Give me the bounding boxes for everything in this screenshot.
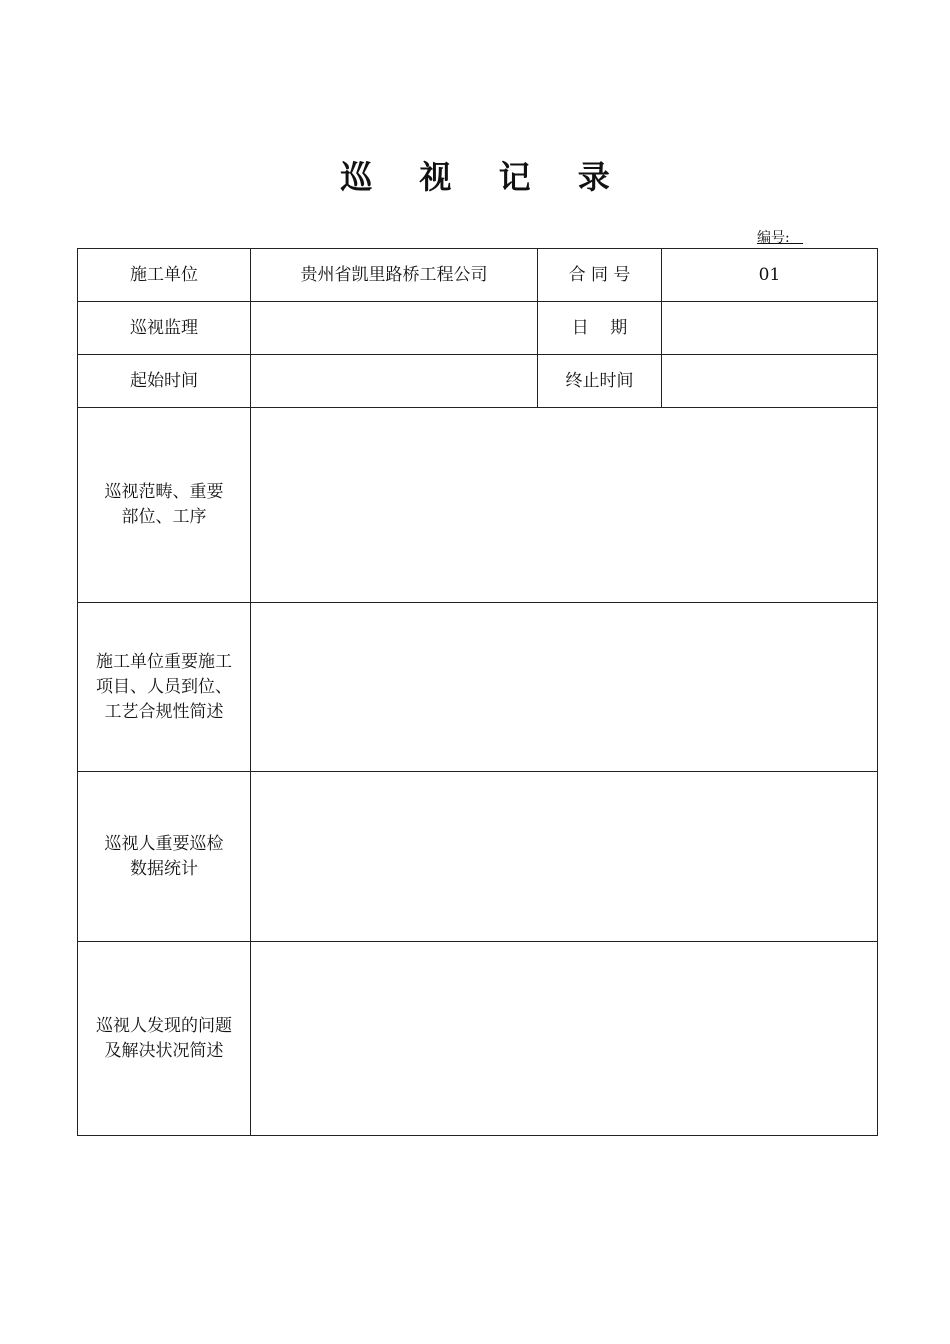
value-supervisor[interactable]: [251, 302, 538, 355]
value-inspection[interactable]: [251, 772, 878, 942]
label-end-time: 终止时间: [538, 355, 662, 408]
value-issues[interactable]: [251, 942, 878, 1136]
label-construction: 施工单位重要施工 项目、人员到位、 工艺合规性简述: [78, 603, 251, 772]
row-issues: [78, 942, 878, 1136]
row-contractor: [78, 249, 878, 302]
label-scope: 巡视范畴、重要 部位、工序: [78, 408, 251, 603]
row-scope: [78, 408, 878, 603]
inspection-record-form: [77, 248, 878, 1136]
row-inspection: [78, 772, 878, 942]
value-end-time[interactable]: [662, 355, 878, 408]
label-supervisor: 巡视监理: [78, 302, 251, 355]
value-date[interactable]: [662, 302, 878, 355]
value-scope[interactable]: [251, 408, 878, 603]
document-number-label: 编号:: [757, 230, 804, 246]
value-contractor[interactable]: 贵州省凯里路桥工程公司: [251, 249, 538, 302]
value-construction[interactable]: [251, 603, 878, 772]
document-title: 巡 视 记 录: [340, 158, 628, 196]
row-time: [78, 355, 878, 408]
row-construction: [78, 603, 878, 772]
label-date: 日 期: [538, 302, 662, 355]
row-supervisor: [78, 302, 878, 355]
label-contract-number: 合 同 号: [538, 249, 662, 302]
value-contract-number[interactable]: 01: [662, 249, 878, 302]
label-issues: 巡视人发现的问题 及解决状况简述: [78, 942, 251, 1136]
label-contractor: 施工单位: [78, 249, 251, 302]
label-start-time: 起始时间: [78, 355, 251, 408]
label-inspection: 巡视人重要巡检 数据统计: [78, 772, 251, 942]
value-start-time[interactable]: [251, 355, 538, 408]
